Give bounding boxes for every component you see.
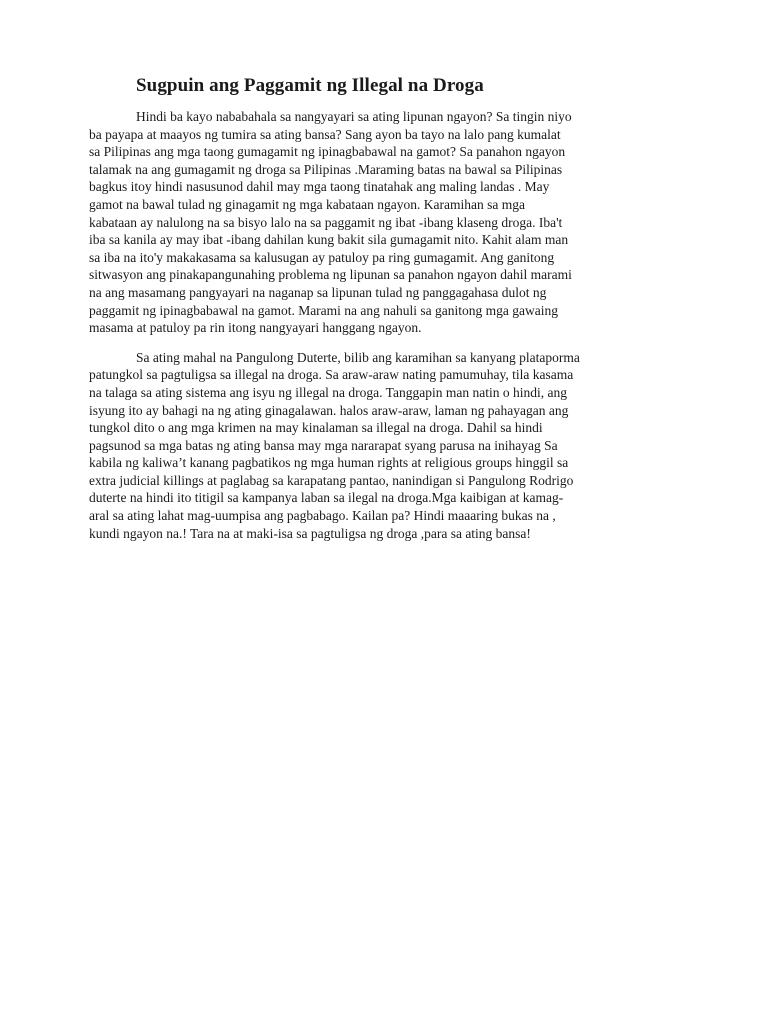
paragraph-line: masama at patuloy pa rin itong nangyayari hanggang ngayon. <box>89 320 422 336</box>
paragraph-2 <box>89 349 679 543</box>
paragraph-line: sitwasyon ang pinakapangunahing problema ng lipunan sa panahon ngayon dahil marami <box>89 267 572 283</box>
paragraph-line: sa Pilipinas ang mga taong gumagamit ng ipinagbabawal na gamot? Sa panahon ngayon <box>89 144 566 160</box>
paragraph-line: patungkol sa pagtuligsa sa illegal na droga. Sa araw-araw nating pamumuhay, tila kasama <box>89 367 574 383</box>
paragraph-line: ba payapa at maayos ng tumira sa ating bansa? Sang ayon ba tayo na lalo pang kumalat <box>89 126 561 142</box>
paragraph-line: Hindi ba kayo nababahala sa nangyayari sa ating lipunan ngayon? Sa tingin niyo <box>136 109 572 124</box>
paragraph-line: na ang masamang pangyayari na naganap sa lipunan tulad ng panggagahasa dulot ng <box>89 284 547 300</box>
paragraph-line: kabataan ay nalulong na sa bisyo lalo na sa paggamit ng ibat -ibang klaseng droga. Iba't <box>89 214 563 230</box>
document-title: Sugpuin ang Paggamit ng Illegal na Droga <box>136 75 484 96</box>
paragraph-line: paggamit ng ipinagbabawal na gamot. Marami na ang nahuli sa ganitong mga gawaing <box>89 302 558 318</box>
paragraph-line: extra judicial killings at paglabag sa karapatang pantao, nanindigan si Pangulong Rodrigo <box>89 472 574 488</box>
document-body <box>89 108 679 554</box>
paragraph-line: aral sa ating lahat mag-uumpisa ang pagbabago. Kailan pa? Hindi maaaring bukas na , <box>89 508 556 524</box>
paragraph-line: talamak na ang gumagamit ng droga sa Pilipinas .Maraming batas na bawal sa Pilipinas <box>89 161 563 177</box>
paragraph-line: kundi ngayon na.! Tara na at maki-isa sa pagtuligsa ng droga ,para sa ating bansa! <box>89 525 531 541</box>
paragraph-line: na talaga sa ating sistema ang isyu ng illegal na droga. Tanggapin man natin o hindi, ang <box>89 384 567 400</box>
paragraph-line: kabila ng kaliwa’t kanang pagbatikos ng mga human rights at religious groups hinggil sa <box>89 455 569 471</box>
paragraph-line: pagsunod sa mga batas ng ating bansa may mga nararapat syang parusa na inihayag Sa <box>89 437 558 453</box>
paragraph-line: duterte na hindi ito titigil sa kampanya laban sa ilegal na droga.Mga kaibigan at kamag- <box>89 490 564 506</box>
paragraph-line: bagkus itoy hindi nasusunod dahil may mga taong tinatahak ang maling landas . May <box>89 179 550 195</box>
paragraph-line: isyung ito ay bahagi na ng ating ginagalawan. halos araw-araw, laman ng pahayagan ang <box>89 402 569 418</box>
paragraph-line: tungkol dito o ang mga krimen na may kinalaman sa illegal na droga. Dahil sa hindi <box>89 420 543 436</box>
paragraph-line: Sa ating mahal na Pangulong Duterte, bilib ang karamihan sa kanyang plataporma <box>136 349 580 365</box>
paragraph-1 <box>89 108 679 337</box>
paragraph-line: gamot na bawal tulad ng ginagamit ng mga kabataan ngayon. Karamihan sa mga <box>89 196 525 212</box>
paragraph-line: iba sa kanila ay may ibat -ibang dahilan kung bakit sila gumagamit nito. Kahit alam man <box>89 232 569 248</box>
paragraph-line: sa iba na ito'y makakasama sa kalusugan ay patuloy pa ring gumagamit. Ang ganitong <box>89 249 555 265</box>
